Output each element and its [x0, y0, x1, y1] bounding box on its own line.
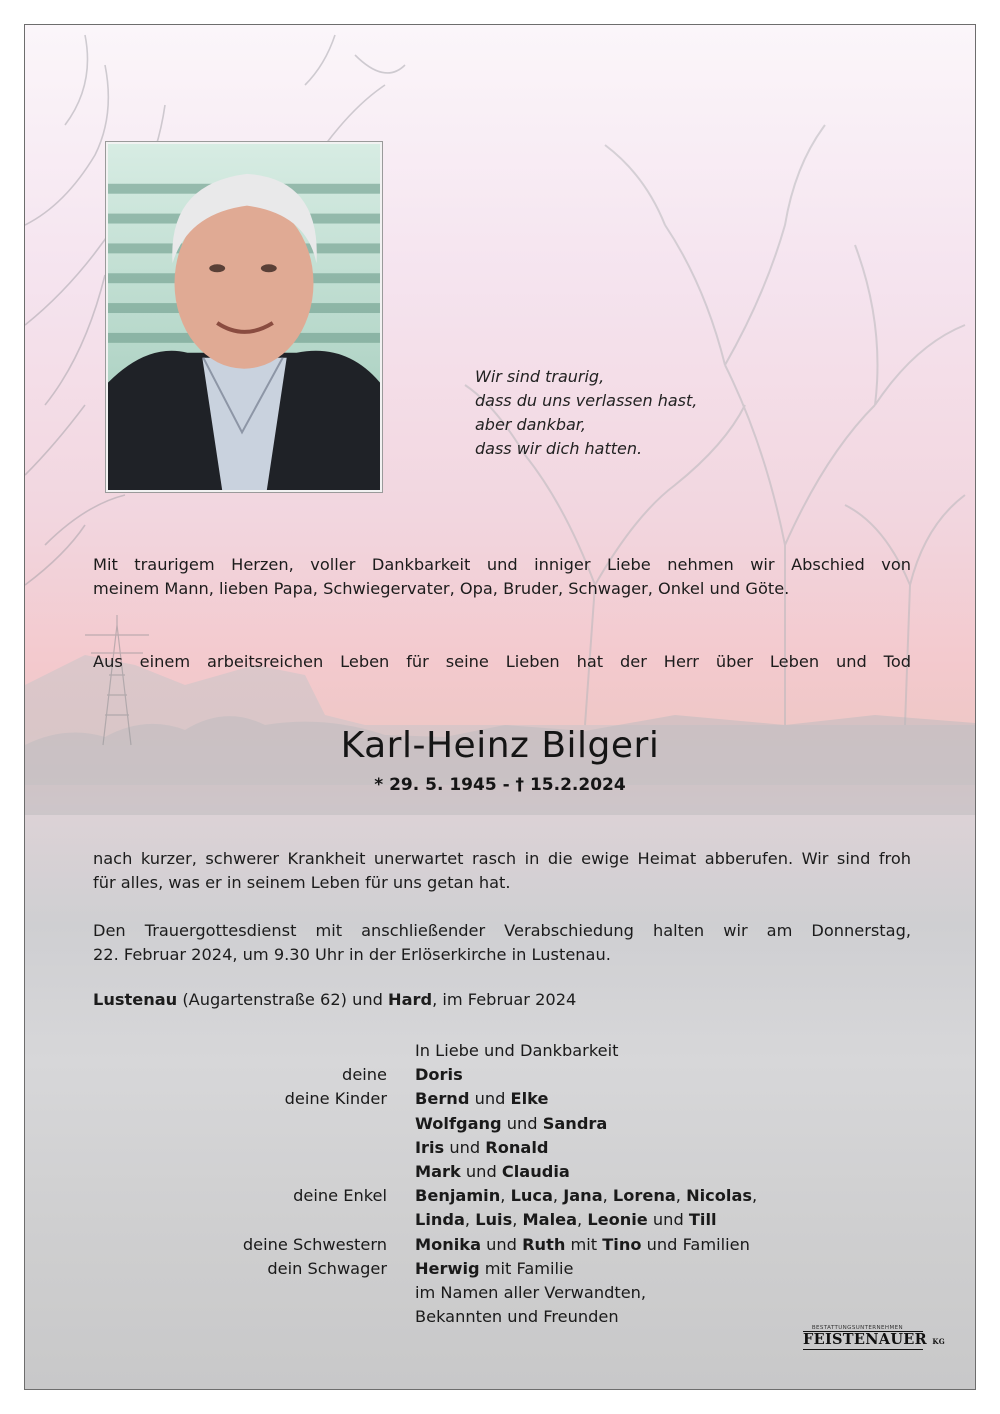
separator: , [602, 1186, 613, 1206]
closing-line: im Namen aller Verwandten, [415, 1282, 647, 1302]
grandchildren-line [415, 1208, 717, 1232]
child-name: Sandra [542, 1113, 608, 1133]
brother-in-law-name: Herwig [415, 1258, 480, 1278]
deceased-name: Karl-Heinz Bilgeri [340, 725, 660, 766]
grandchild-name: Till [688, 1210, 717, 1230]
address-text: (Augartenstraße 62) und [177, 990, 389, 1009]
logo-suffix: KG [932, 1337, 946, 1346]
child-name: Ronald [485, 1137, 549, 1157]
separator: , [500, 1186, 511, 1206]
body-paragraph-1 [93, 847, 911, 895]
logo-name: FEISTENAUER [803, 1331, 927, 1348]
obituary-card [24, 24, 976, 1390]
poem-line: dass du uns verlassen hast, [475, 391, 698, 410]
body-paragraph-2 [93, 919, 911, 967]
child-name: Claudia [501, 1161, 570, 1181]
children-pair [415, 1160, 570, 1184]
connector: und [444, 1137, 486, 1157]
connector: und Familien [641, 1234, 750, 1254]
place-date-line [93, 990, 576, 1009]
child-name: Elke [510, 1089, 549, 1109]
grandchild-name: Luca [510, 1186, 553, 1206]
portrait-photo [108, 144, 380, 490]
grandchildren-line [415, 1184, 757, 1208]
children-pair [415, 1087, 548, 1111]
children-label: deine Kinder [284, 1089, 387, 1109]
poem-line: dass wir dich hatten. [475, 439, 643, 458]
logo-small-text: BESTATTUNGSUNTERNEHMEN [811, 1325, 903, 1331]
signature-heading: In Liebe und Dankbarkeit [415, 1041, 619, 1060]
grandchild-name: Malea [522, 1210, 578, 1230]
separator: , [577, 1210, 588, 1230]
poem-line: aber dankbar, [475, 415, 586, 434]
connector: und [501, 1113, 543, 1133]
mourners-list [25, 1039, 975, 1329]
body-line: für alles, was er in seinem Leben für uns getan hat. [93, 873, 511, 892]
intro-line: meinem Mann, lieben Papa, Schwiegervater, Opa, Bruder, Schwager, Onkel und Göte. [93, 579, 790, 598]
closing-line: Bekannten und Freunden [415, 1307, 619, 1327]
wife-label: deine [342, 1065, 387, 1085]
brother-in-law-line [415, 1257, 573, 1281]
connector: und [469, 1089, 511, 1109]
connector: und [481, 1234, 523, 1254]
connector: und [460, 1161, 502, 1181]
body-line: Den Trauergottesdienst mit anschließender Verabschiedung halten wir am Donnerstag, [93, 921, 911, 940]
grandchild-name: Jana [563, 1186, 603, 1206]
separator: , [464, 1210, 476, 1230]
grandchild-name: Luis [475, 1210, 513, 1230]
children-pair [415, 1112, 607, 1136]
grandchild-name: Linda [415, 1210, 465, 1230]
brother-in-law-label: dein Schwager [267, 1258, 387, 1278]
child-name: Wolfgang [415, 1113, 502, 1133]
memorial-poem [475, 365, 697, 461]
poem-line: Wir sind traurig, [475, 367, 605, 386]
separator: , [675, 1186, 687, 1206]
relative-name: Tino [602, 1234, 642, 1254]
grandchild-name: Nicolas [686, 1186, 752, 1206]
logo-main-text [803, 1331, 946, 1350]
sisters-line [415, 1233, 750, 1257]
connector: mit [565, 1234, 603, 1254]
wife-name: Doris [415, 1065, 463, 1085]
grandchild-name: Benjamin [415, 1186, 501, 1206]
portrait-frame [105, 141, 383, 493]
sisters-label: deine Schwestern [242, 1234, 387, 1254]
child-name: Bernd [415, 1089, 470, 1109]
connector: mit Familie [479, 1258, 574, 1278]
town-lustenau: Lustenau [93, 990, 178, 1009]
date-text: , im Februar 2024 [432, 990, 577, 1009]
grandchildren-label: deine Enkel [293, 1186, 387, 1206]
separator: , [552, 1186, 564, 1206]
body-line: 22. Februar 2024, um 9.30 Uhr in der Erlöserkirche in Lustenau. [93, 945, 611, 964]
child-name: Mark [415, 1161, 461, 1181]
separator: , [512, 1210, 523, 1230]
intro2-line: Aus einem arbeitsreichen Leben für seine Lieben hat der Herr über Leben und Tod [93, 652, 911, 671]
funeral-home-logo [803, 1325, 946, 1350]
child-name: Iris [415, 1137, 445, 1157]
body-line: nach kurzer, schwerer Krankheit unerwartet rasch in die ewige Heimat abberufen. Wir sind froh [93, 849, 911, 868]
grandchild-name: Lorena [612, 1186, 676, 1206]
connector: und [647, 1210, 689, 1230]
town-hard: Hard [388, 990, 433, 1009]
children-pair [415, 1136, 548, 1160]
intro-paragraph [93, 553, 911, 601]
intro-second-paragraph [93, 650, 911, 674]
intro-line: Mit traurigem Herzen, voller Dankbarkeit und inniger Liebe nehmen wir Abschied von [93, 555, 911, 574]
life-dates: * 29. 5. 1945 - † 15.2.2024 [374, 775, 626, 795]
separator: , [752, 1186, 758, 1206]
grandchild-name: Leonie [587, 1210, 648, 1230]
sister-name: Monika [415, 1234, 481, 1254]
sister-name: Ruth [522, 1234, 566, 1254]
